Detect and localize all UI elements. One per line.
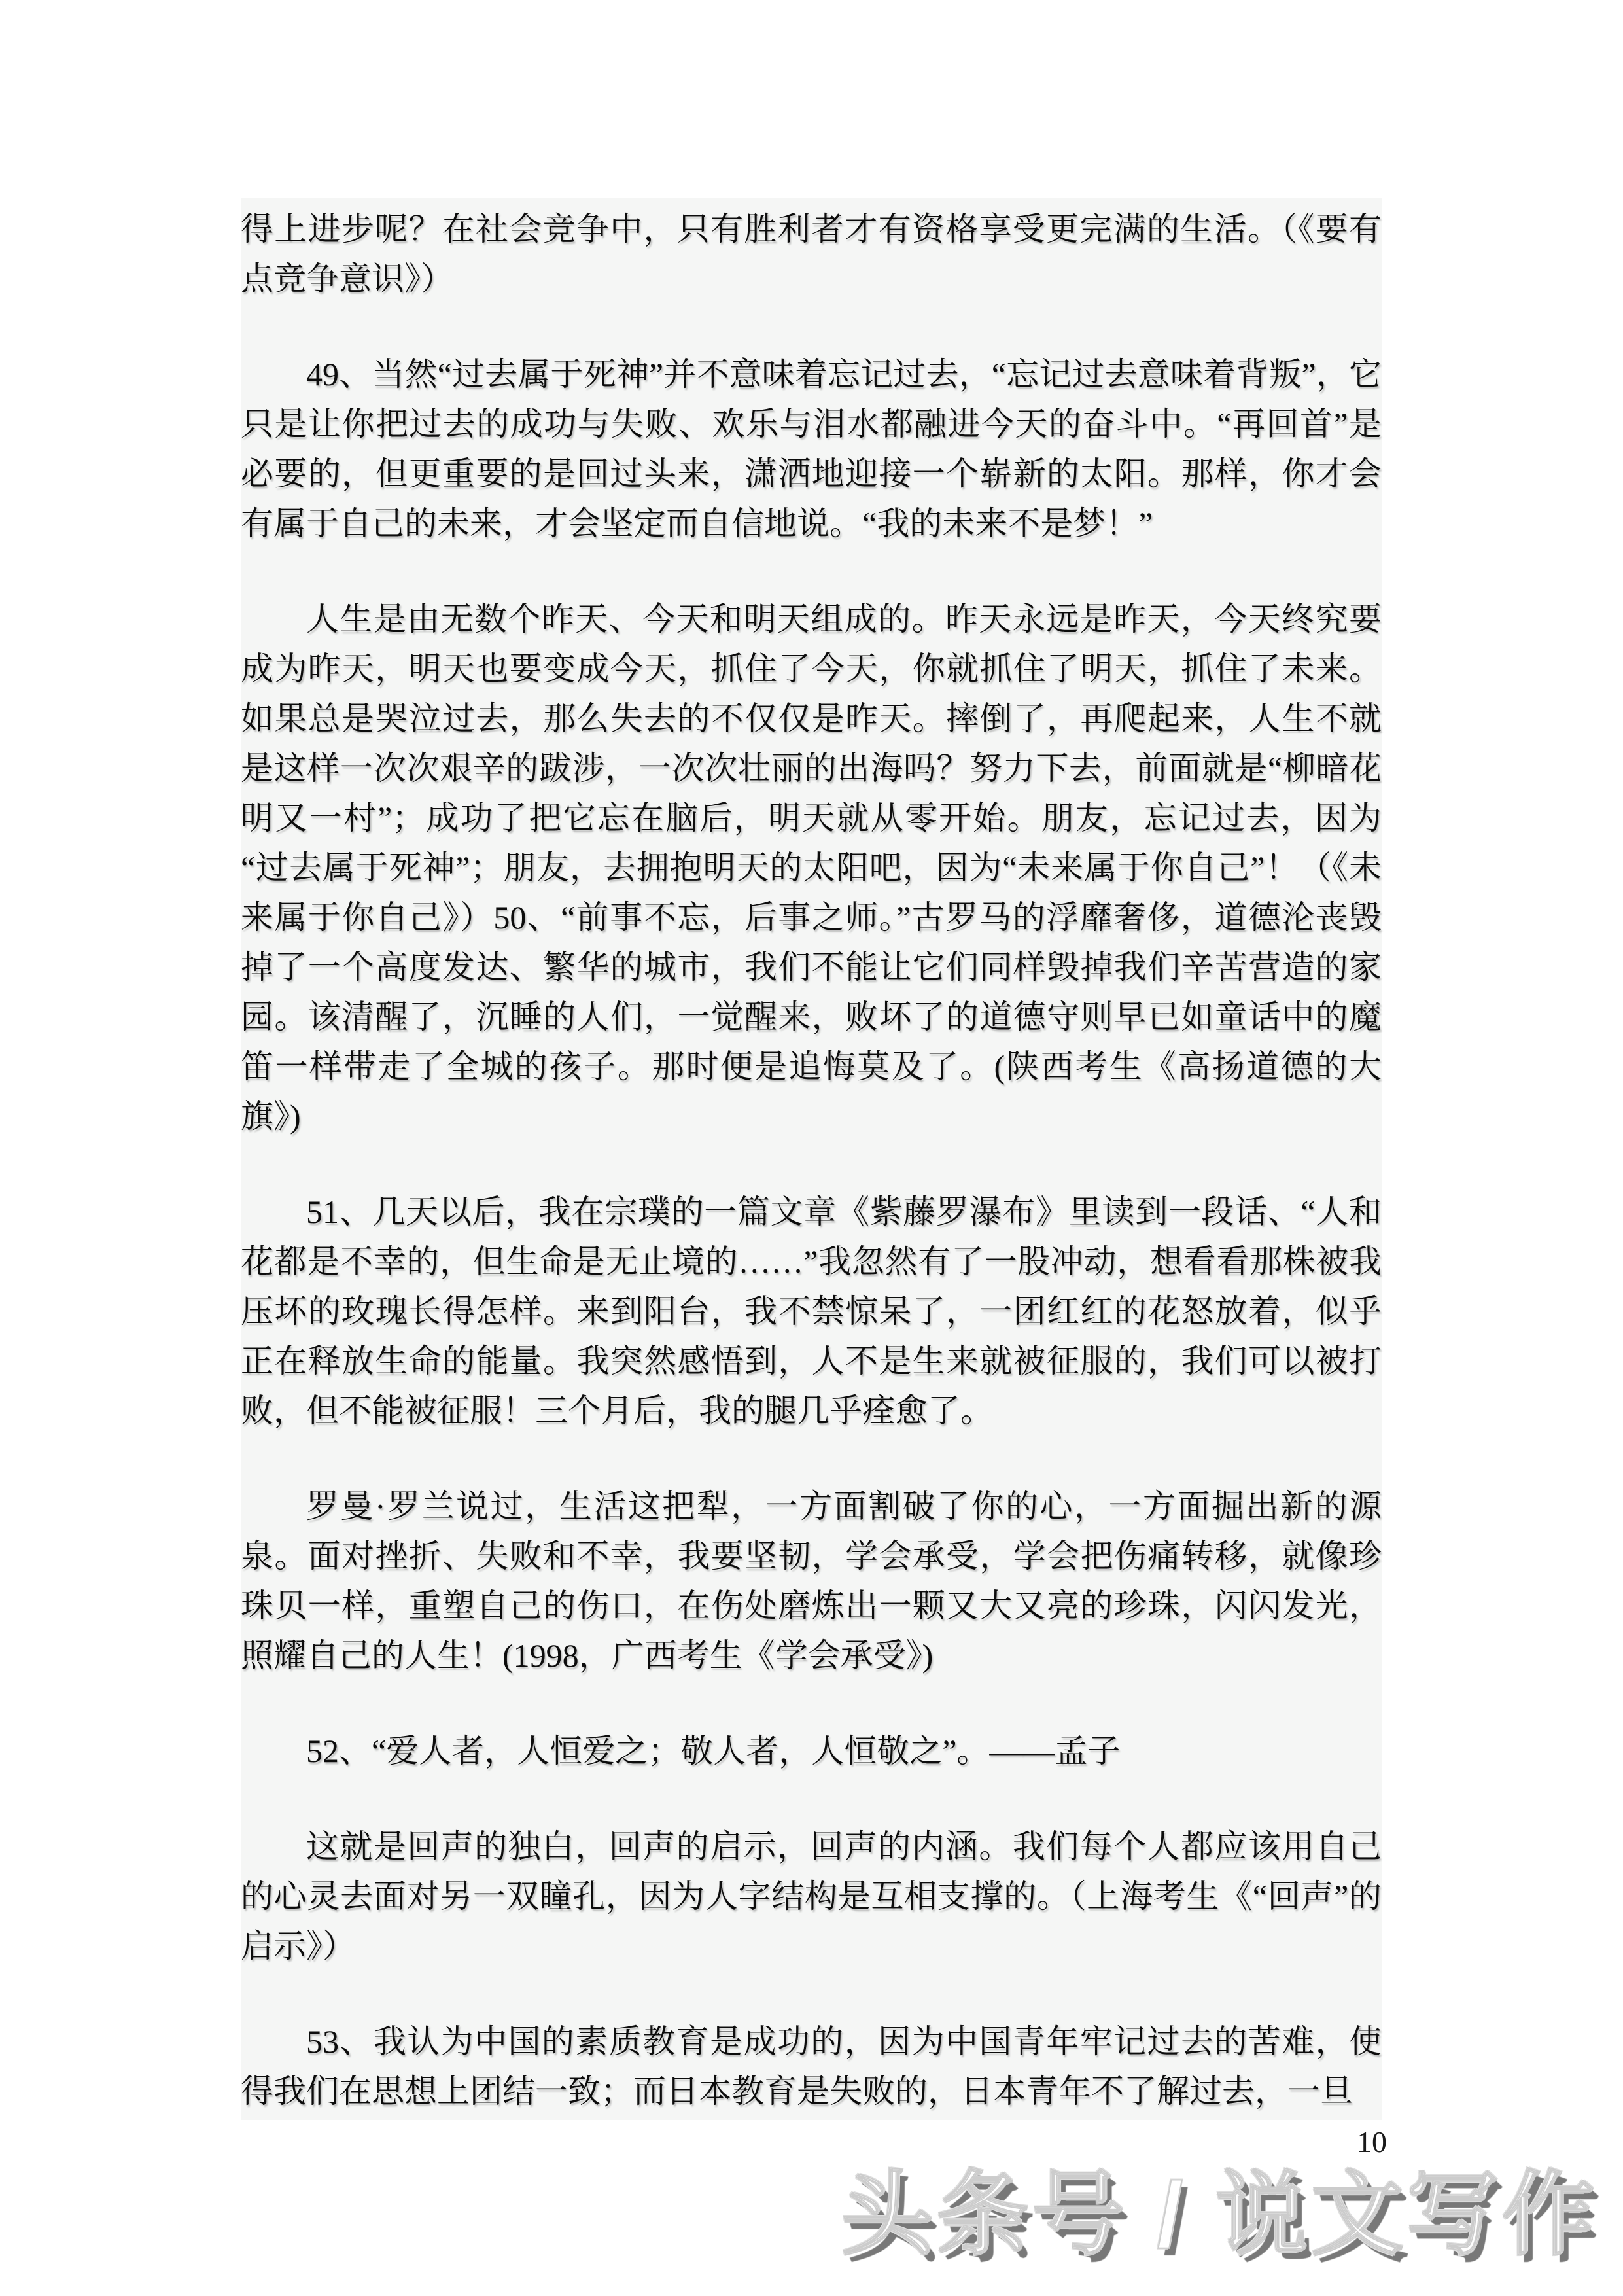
paragraph: 49、当然“过去属于死神”并不意味着忘记过去，“忘记过去意味着背叛”，它只是让你把过去的成功与失败、欢乐与泪水都融进今天的奋斗中。“再回首”是必要的，但更重要的是回过头来，潇洒地迎接一个崭新的太阳。那样，你才会有属于自己的未来，才会坚定而自信地说。“我的未来不是梦！” — [241, 356, 1382, 542]
paragraph: 得上进步呢？在社会竞争中，只有胜利者才有资格享受更完满的生活。（《要有点竞争意识》） — [241, 211, 1382, 297]
paragraph: 人生是由无数个昨天、今天和明天组成的。昨天永远是昨天，今天终究要成为昨天，明天也要变成今天，抓住了今天，你就抓住了明天，抓住了未来。如果总是哭泣过去，那么失去的不仅仅是昨天。摔倒了，再爬起来，人生不就是这样一次次艰辛的跋涉，一次次壮丽的出海吗？努力下去，前面就是“柳暗花明又一村”；成功了把它忘在脑后，明天就从零开始。朋友，忘记过去，因为“过去属于死神”；朋友，去拥抱明天的太阳吧，因为“未来属于你自己”！（《未来属于你自己》）50、“前事不忘，后事之师。”古罗马的浮靡奢侈，道德沦丧毁掉了一个高度发达、繁华的城市，我们不能让它们同样毁掉我们辛苦营造的家园。该清醒了，沉睡的人们，一觉醒来，败坏了的道德守则早已如童话中的魔笛一样带走了全城的孩子。那时便是追悔莫及了。(陕西考生《高扬道德的大旗》) — [241, 601, 1382, 1135]
page-number: 10 — [1357, 2125, 1387, 2159]
paragraph: 53、我认为中国的素质教育是成功的，因为中国青年牢记过去的苦难，使得我们在思想上团结一致；而日本教育是失败的，日本青年不了解过去，一旦 — [241, 2023, 1382, 2110]
paragraph: 51、几天以后，我在宗璞的一篇文章《紫藤罗瀑布》里读到一段话、“人和花都是不幸的，但生命是无止境的……”我忽然有了一股冲动，想看看那株被我压坏的玫瑰长得怎样。来到阳台，我不禁惊呆了，一团红红的花怒放着，似乎正在释放生命的能量。我突然感悟到，人不是生来就被征服的，我们可以被打败，但不能被征服！三个月后，我的腿几乎痊愈了。 — [241, 1193, 1382, 1429]
paragraph: 52、“爱人者，人恒爱之；敬人者，人恒敬之”。——孟子 — [306, 1733, 1121, 1769]
text-block — [241, 198, 1382, 2120]
watermark: 头条号 / 说文写作 — [841, 2163, 1598, 2266]
paragraph: 这就是回声的独白，回声的启示，回声的内涵。我们每个人都应该用自己的心灵去面对另一双瞳孔，因为人字结构是互相支撑的。（上海考生《“回声”的启示》） — [241, 1828, 1382, 1964]
paragraph: 罗曼·罗兰说过，生活这把犁，一方面割破了你的心，一方面掘出新的源泉。面对挫折、失败和不幸，我要坚韧，学会承受，学会把伤痛转移，就像珍珠贝一样，重塑自己的伤口，在伤处磨炼出一颗又大又亮的珍珠，闪闪发光，照耀自己的人生！(1998，广西考生《学会承受》) — [241, 1488, 1382, 1674]
